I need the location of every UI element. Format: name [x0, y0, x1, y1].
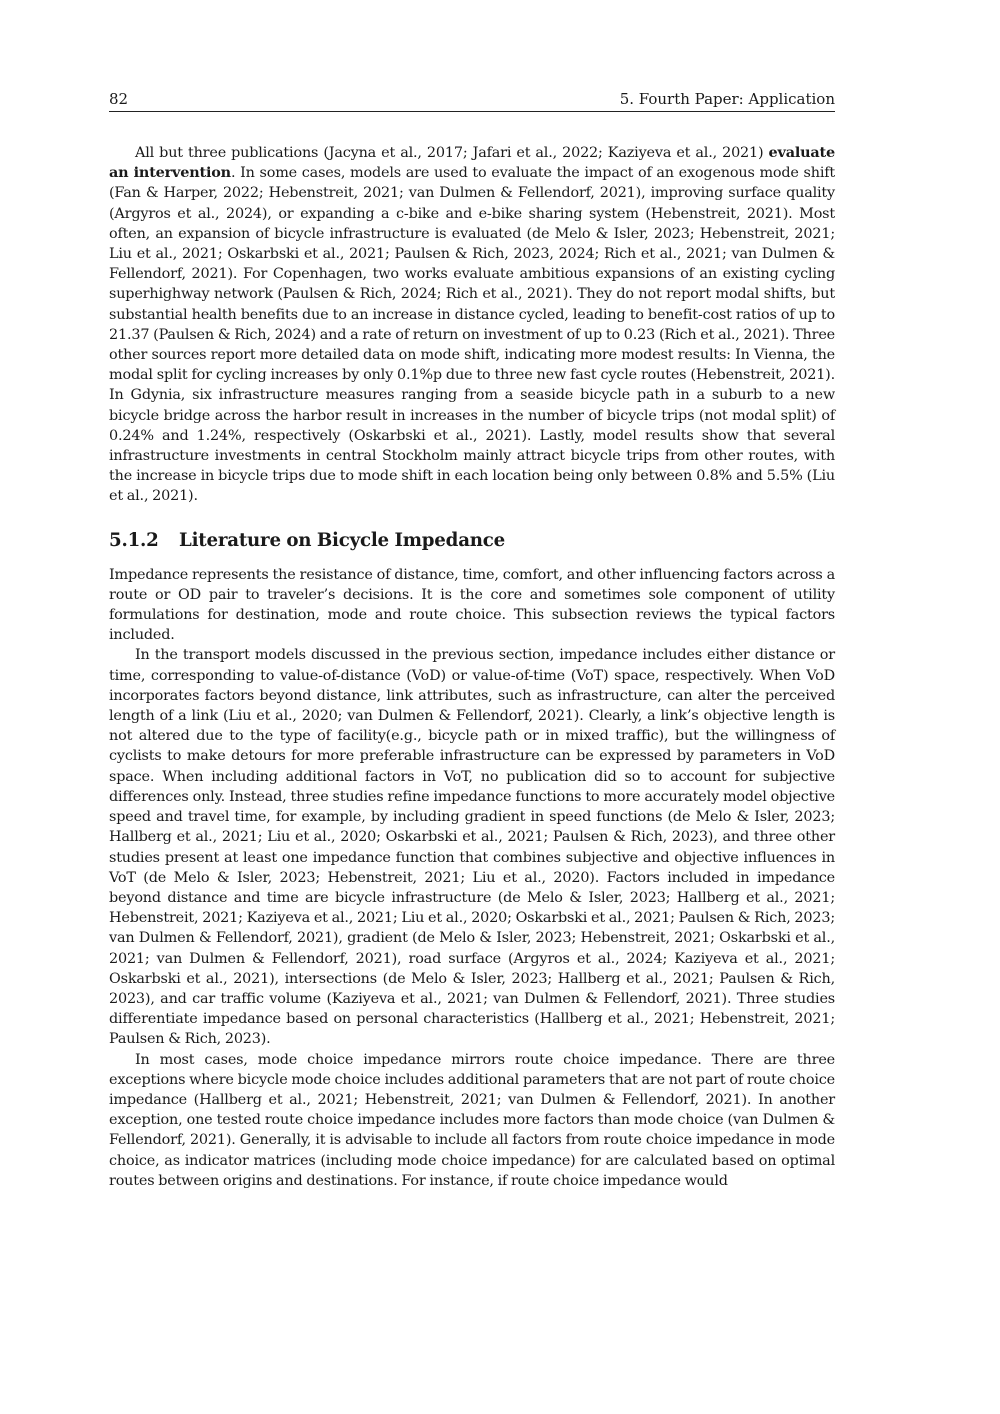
paragraph-mode-choice: In most cases, mode choice impedance mirrors route choice impedance. There are three exceptions where bicycle mode choice includes additional parameters that are not part of route choice impedance (Hallberg et al., 2021; Hebenstreit, 2021; van Dulmen & Fellendorf, 2021). In another exception, one tested route choice impedance includes more factors than mode choice (van Dulmen & Fellendorf, 2021). Generally, it is advisable to include all factors from route choice impedance in mode choice, as indicator matrices (including mode choice impedance) for are calculated based on optimal routes between origins and destinations. For instance, if route choice impedance would — [109, 1051, 835, 1189]
bold-phrase: evaluate an intervention — [109, 144, 835, 182]
paragraph-rest: . In some cases, models are used to evaluate the impact of an exogenous mode shift (Fan & Harper, 2022; Hebenstreit, 2021; van Dulmen & Fellendorf, 2021), improving surface quality (Argyros et al., 2024), or expanding a c-bike and e-bike sharing system (Hebenstreit, 2021). Most often, an expansion of bicycle infrastructure is evaluated (de Melo & Isler, 2023; Hebenstreit, 2021; Liu et al., 2021; Oskarbski et al., 2021; Paulsen & Rich, 2023, 2024; Rich et al., 2021; van Dulmen & Fellendorf, 2021). For Copenhagen, two works evaluate ambitious expansions of an existing cycling superhighway network (Paulsen & Rich, 2024; Rich et al., 2021). They do not report modal shifts, but substantial health benefits due to an increase in distance cycled, leading to benefit-cost ratios of up to 21.37 (Paulsen & Rich, 2024) and a rate of return on investment of up to 0.23 (Rich et al., 2021). Three other sources report more detailed data on mode shift, indicating more modest results: In Vienna, the modal split for cycling increases by only 0.1%p due to three new fast cycle routes (Hebenstreit, 2021). In Gdynia, six infrastructure measures ranging from a seaside bicycle path in a suburb to a new bicycle bridge across the harbor result in increases in the number of bicycle trips (not modal split) of 0.24% and 1.24%, respectively (Oskarbski et al., 2021). Lastly, model results show that several infrastructure investments in central Stockholm mainly attract bicycle trips from other routes, with the increase in bicycle trips due to mode shift in each location being only between 0.8% and 5.5% (Liu et al., 2021). — [109, 165, 836, 505]
paragraph-impedance-factors: In the transport models discussed in the previous section, impedance includes either distance or time, corresponding to value-of-distance (VoD) or value-of-time (VoT) space, respectively. When VoD incorporates factors beyond distance, link attributes, such as infrastructure, can alter the perceived length of a link (Liu et al., 2020; van Dulmen & Fellendorf, 2021). Clearly, a link’s objective length is not altered due to the type of facility(e.g., bicycle path or in mixed traffic), but the willingness of cyclists to make detours for more preferable infrastructure can be expressed by parameters in VoD space. When including additional factors in VoT, no publication did so to account for subjective differences only. Instead, three studies refine impedance functions to more accurately model objective speed and travel time, for example, by including gradient in speed functions (de Melo & Isler, 2023; Hallberg et al., 2021; Liu et al., 2020; Oskarbski et al., 2021; Paulsen & Rich, 2023), and three other studies present at least one impedance function that combines subjective and objective influences in VoT (de Melo & Isler, 2023; Hebenstreit, 2021; Liu et al., 2020). Factors included in impedance beyond distance and time are bicycle infrastructure (de Melo & Isler, 2023; Hallberg et al., 2021; Hebenstreit, 2021; Kaziyeva et al., 2021; Liu et al., 2020; Oskarbski et al., 2021; Paulsen & Rich, 2023; van Dulmen & Fellendorf, 2021), gradient (de Melo & Isler, 2023; Hebenstreit, 2021; Oskarbski et al., 2021; van Dulmen & Fellendorf, 2021), road surface (Argyros et al., 2024; Kaziyeva et al., 2021; Oskarbski et al., 2021), intersections (de Melo & Isler, 2023; Hallberg et al., 2021; Paulsen & Rich, 2023), and car traffic volume (Kaziyeva et al., 2021; van Dulmen & Fellendorf, 2021). Three studies differentiate impedance based on personal characteristics (Hallberg et al., 2021; Hebenstreit, 2021; Paulsen & Rich, 2023). — [109, 647, 835, 1048]
paragraph-intervention — [109, 143, 835, 507]
section-title: Literature on Bicycle Impedance — [179, 529, 506, 551]
section-number: 5.1.2 — [109, 529, 159, 551]
paragraph-lead: All but three publications (Jacyna et al., 2017; Jafari et al., 2022; Kaziyeva et al., 2021) — [135, 145, 769, 161]
paragraph-impedance-definition: Impedance represents the resistance of distance, time, comfort, and other influencing factors across a route or OD pair to traveler’s decisions. It is the core and sometimes sole component of utility formulations for destination, mode and route choice. This subsection reviews the typical factors included. — [109, 566, 835, 644]
section-heading — [109, 529, 835, 553]
running-header — [109, 89, 835, 112]
page-body — [109, 143, 835, 1191]
page-number: 82 — [109, 90, 129, 108]
chapter-title: 5. Fourth Paper: Application — [619, 90, 835, 108]
